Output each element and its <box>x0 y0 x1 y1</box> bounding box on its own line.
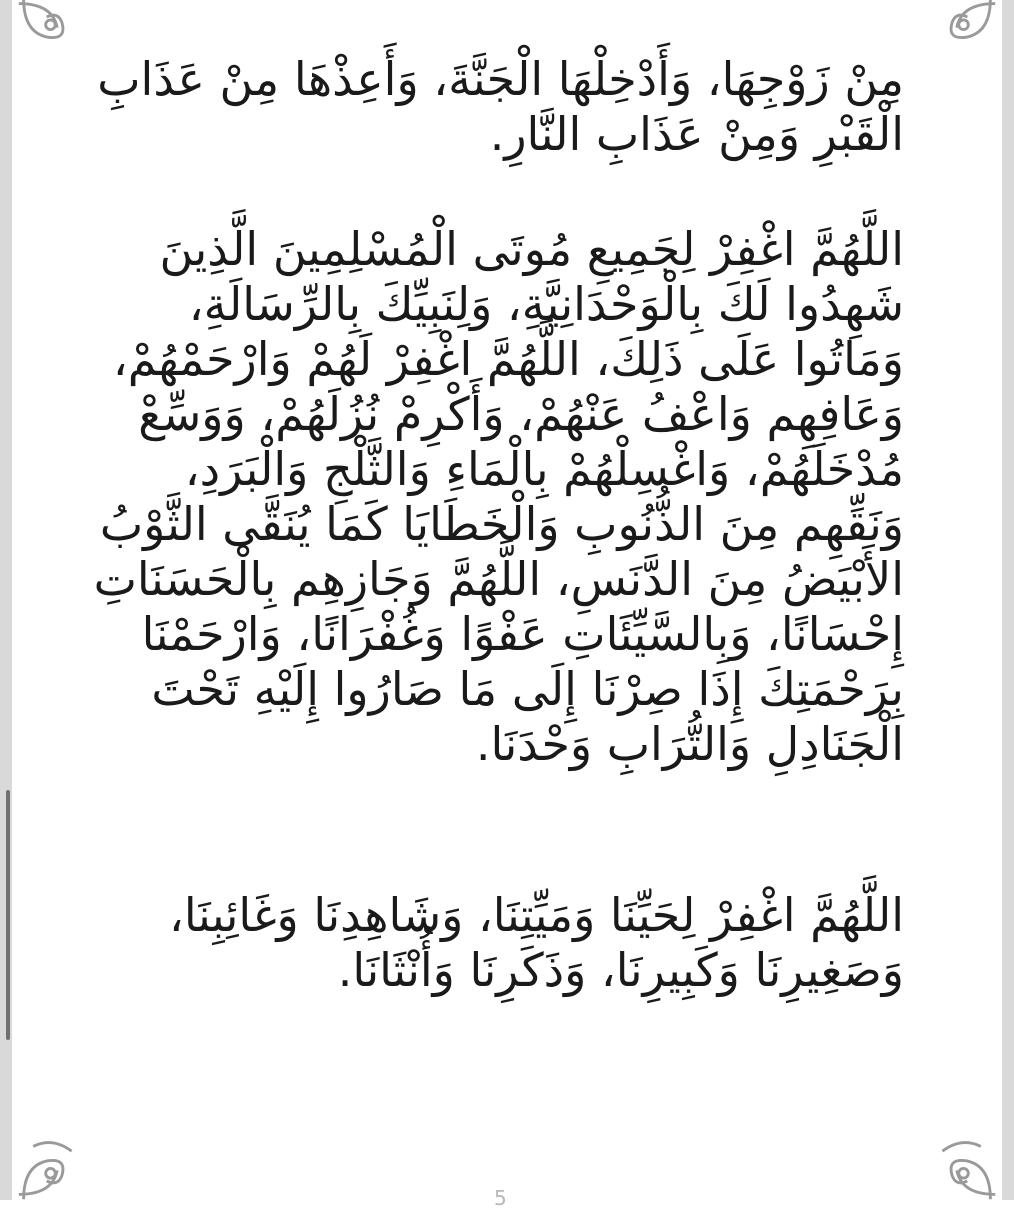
text-line: مِنْ زَوْجِهَا، وَأَدْخِلْهَا الْجَنَّةَ، وَأَعِذْهَا مِنْ عَذَابِ <box>97 52 904 106</box>
corner-ornament-icon <box>904 1108 1000 1204</box>
text-line: اللَّهُمَّ اغْفِرْ لِحَيِّنَا وَمَيِّتِنَا، وَشَاهِدِنَا وَغَائِبِنَا، <box>169 888 904 942</box>
paragraph-2 <box>93 222 904 772</box>
page-number: 5 <box>494 1186 507 1210</box>
text-line: شَهِدُوا لَكَ بِالْوَحْدَانِيَّةِ، وَلِنَبِيِّكَ بِالرِّسَالَةِ، <box>188 277 904 331</box>
text-line: مُدْخَلَهُمْ، وَاغْسِلْهُمْ بِالْمَاءِ وَالثَّلْجِ وَالْبَرَدِ، <box>184 442 904 496</box>
text-line: اللَّهُمَّ اغْفِرْ لِجَمِيعِ مُوتَى الْمُسْلِمِينَ الَّذِينَ <box>159 222 904 276</box>
text-line: وَنَقِّهِم مِنَ الذُّنُوبِ وَالْخَطَايَا كَمَا يُنَقَّى الثَّوْبُ <box>99 497 904 551</box>
text-line: إِحْسَانًا، وَبِالسَّيِّئَاتِ عَفْوًا وَغُفْرَانًا، وَارْحَمْنَا <box>141 607 904 661</box>
text-line: وَمَاتُوا عَلَى ذَلِكَ، اللَّهُمَّ اغْفِرْ لَهُمْ وَارْحَمْهُمْ، <box>112 332 904 386</box>
text-line: وَعَافِهِم وَاعْفُ عَنْهُمْ، وَأَكْرِمْ نُزُلَهُمْ، وَوَسِّعْ <box>138 387 904 441</box>
paragraph-1 <box>97 52 904 162</box>
corner-ornament-icon <box>14 1108 110 1204</box>
paragraph-3 <box>114 888 904 998</box>
text-line: وَصَغِيرِنَا وَكَبِيرِنَا، وَذَكَرِنَا وَأُنْثَانَا. <box>337 943 904 997</box>
scrollbar[interactable] <box>6 790 10 1040</box>
text-line: الْقَبْرِ وَمِنْ عَذَابِ النَّارِ. <box>489 107 904 161</box>
corner-ornament-icon <box>904 0 1000 90</box>
text-line: الْجَنَادِلِ وَالتُّرَابِ وَحْدَنَا. <box>475 717 904 771</box>
right-border <box>1002 0 1014 1200</box>
corner-ornament-icon <box>14 0 110 90</box>
text-line: الأَبْيَضُ مِنَ الدَّنَسِ، اللَّهُمَّ وَجَازِهِم بِالْحَسَنَاتِ <box>93 552 904 606</box>
text-line: بِرَحْمَتِكَ إِذَا صِرْنَا إِلَى مَا صَارُوا إِلَيْهِ تَحْتَ <box>151 662 904 716</box>
